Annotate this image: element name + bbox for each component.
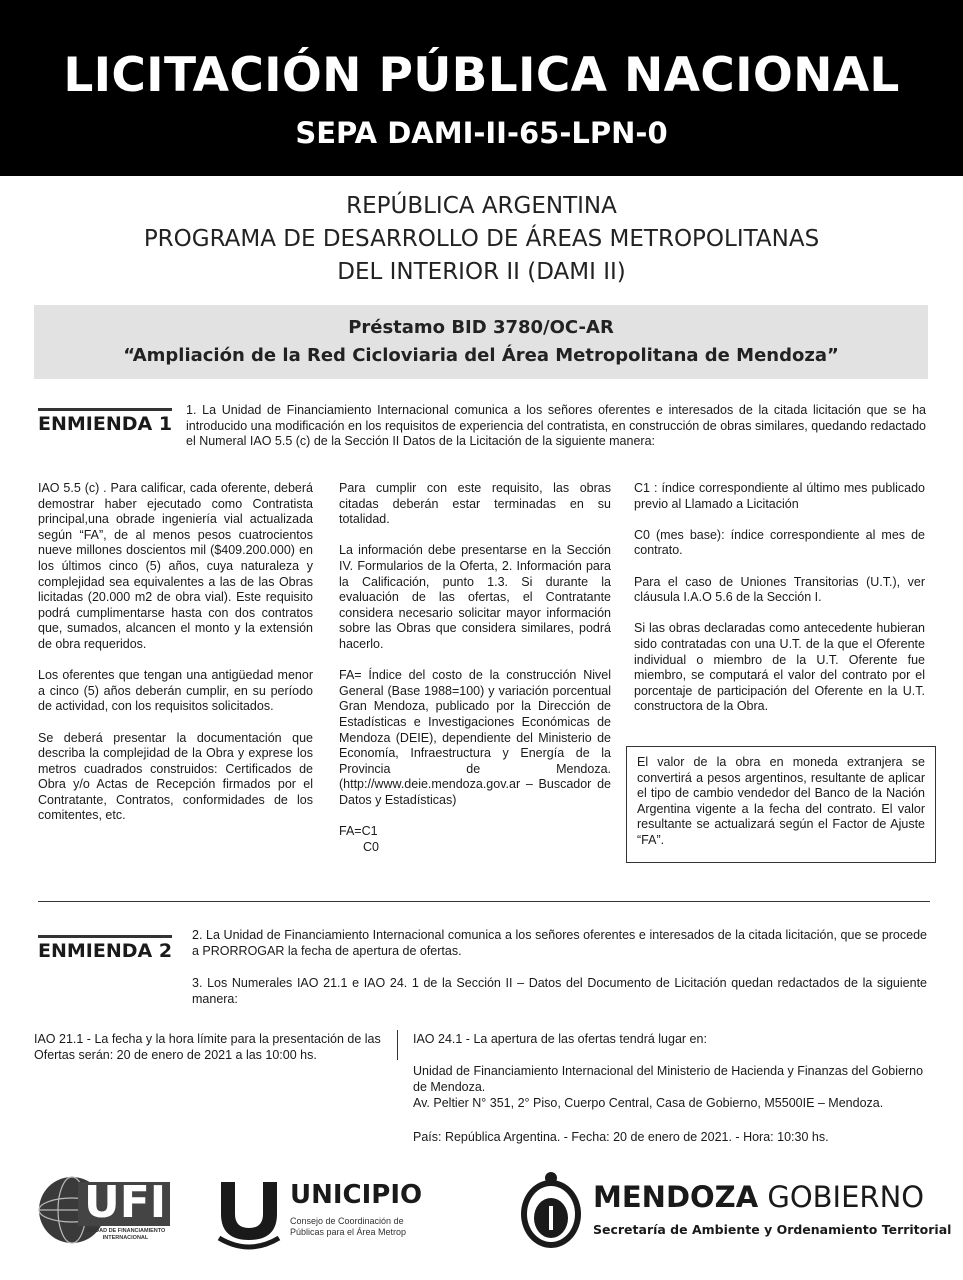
enmienda-2-para-3: 3. Los Numerales IAO 21.1 e IAO 24. 1 de la Sección II – Datos del Documento de Licitación quedan redactados de la siguiente manera: — [192, 976, 927, 1006]
ufi-subtitle: UNIDAD DE FINANCIAMIENTO INTERNACIONAL — [85, 1228, 166, 1241]
section-divider — [38, 901, 930, 902]
enmienda-1-column-3 — [634, 481, 925, 715]
org-line-1: REPÚBLICA ARGENTINA — [346, 193, 617, 219]
mendoza-light: GOBIERNO — [767, 1180, 925, 1214]
iao-21-1: IAO 21.1 - La fecha y la hora límite para la presentación de las Ofertas serán: 20 de enero de 2021 a las 10:00 hs. — [34, 1032, 381, 1062]
mendoza-wordmark — [593, 1180, 924, 1214]
org-line-3: DEL INTERIOR II (DAMI II) — [337, 259, 626, 285]
paragraph: Para cumplir con este requisito, las obras citadas deberán estar terminadas en su totalidad. — [339, 481, 611, 527]
tender-code: SEPA DAMI-II-65-LPN-0 — [295, 116, 668, 150]
mendoza-bold: MENDOZA — [593, 1180, 759, 1214]
formula-numerator: FA=C1 — [339, 824, 378, 839]
opening-date-time: País: República Argentina. - Fecha: 20 de enero de 2021. - Hora: 10:30 hs. — [413, 1130, 829, 1144]
org-line-2: PROGRAMA DE DESARROLLO DE ÁREAS METROPOLITANAS — [143, 226, 820, 252]
footer-logos — [0, 1160, 963, 1270]
mendoza-subtitle: Secretaría de Ambiente y Ordenamiento Territorial — [593, 1222, 952, 1237]
ufi-logo — [38, 1172, 173, 1247]
opening-address: Av. Peltier N° 351, 2° Piso, Cuerpo Central, Casa de Gobierno, M5500IE – Mendoza. — [413, 1096, 884, 1110]
paragraph: C1 : índice correspondiente al último mes publicado previo al Llamado a Licitación — [634, 481, 925, 511]
loan-number: Préstamo BID 3780/OC-AR — [348, 317, 614, 338]
paragraph: Para el caso de Uniones Transitorias (U.T.), ver cláusula I.A.O 5.6 de la Sección I. — [634, 574, 925, 605]
unicipio-logo — [215, 1180, 435, 1250]
enmienda-1-column-1 — [38, 481, 313, 824]
header-banner — [0, 0, 963, 176]
enmienda-2-label: ENMIENDA 2 — [38, 935, 172, 962]
iao-24-1: IAO 24.1 - La apertura de las ofertas tendrá lugar en: — [413, 1032, 707, 1046]
currency-note-box: El valor de la obra en moneda extranjera se convertirá a pesos argentinos, resultante de aplicar el tipo de cambio vendedor del Banco de la Nación Argentina vigente a la fecha del contrato. El valor resultante se actualizará según el Factor de Ajuste “FA”. — [626, 746, 936, 863]
paragraph: Los oferentes que tengan una antigüedad menor a cinco (5) años deberán cumplir, en su período de actividad, con los requisitos solicitados. — [38, 668, 313, 714]
mendoza-coat-of-arms-icon — [518, 1170, 584, 1250]
opening-location: Unidad de Financiamiento Internacional del Ministerio de Hacienda y Finanzas del Gobierno de Mendoza. — [413, 1064, 924, 1094]
unicipio-sub-line-1: Consejo de Coordinación de — [290, 1216, 404, 1226]
paragraph: C0 (mes base): índice correspondiente al mes de contrato. — [634, 527, 925, 558]
unicipio-subtitle — [290, 1216, 406, 1238]
paragraph: La información debe presentarse en la Sección IV. Formularios de la Oferta, 2. Información para la Calificación, punto 1.3. Si durante la evaluación de las ofertas, el Contratante considera necesario solicitar mayor información sobre las Obras que considera similares, podrá hacerlo. — [339, 543, 611, 651]
enmienda-1-column-2 — [339, 481, 611, 855]
formula-denominator: C0 — [363, 839, 379, 854]
organization-block — [0, 190, 963, 289]
unicipio-wordmark: UNICIPIO — [290, 1180, 423, 1210]
unicipio-sub-line-2: Públicas para el Área Metrop — [290, 1227, 407, 1237]
loan-box — [34, 305, 928, 379]
ufi-wordmark: UFI — [84, 1177, 167, 1228]
enmienda-1-label: ENMIENDA 1 — [38, 408, 172, 435]
paragraph: Se deberá presentar la documentación que describa la complejidad de la Obra y exprese los metros cuadrados construidos: Certificados de Obra y/o Actas de Recepción firmados por el Contratante, Contratos, conformidades de los comitentes, etc. — [38, 730, 313, 823]
project-name: “Ampliación de la Red Cicloviaria del Área Metropolitana de Mendoza” — [123, 345, 839, 366]
page-title: LICITACIÓN PÚBLICA NACIONAL — [63, 48, 900, 103]
paragraph: Si las obras declaradas como antecedente hubieran sido contratadas con una U.T. de la que el Oferente individual o miembro de la U.T. Oferente fue miembro, se computará el valor del contrato por el porcentaje de participación del Oferente en la U.T. constructora de la Obra. — [634, 621, 925, 714]
column-separator — [397, 1030, 398, 1060]
unicipio-u-icon — [215, 1180, 285, 1250]
mendoza-logo — [518, 1170, 952, 1250]
enmienda-2-para-2: 2. La Unidad de Financiamiento Internacional comunica a los señores oferentes e interesados de la citada licitación, que se procede a PRORROGAR la fecha de apertura de ofertas. — [192, 928, 927, 958]
paragraph: IAO 5.5 (c) . Para calificar, cada oferente, deberá demostrar haber ejecutado como Contratista principal,una obrade ingeniería vial actualizada según “FA”, de al menos pesos cuatrocientos nueve millones doscientos mil ($409.200.000) en los últimos cinco (5) años, cuya naturaleza y complejidad sea equivalentes a las de las Obras licitadas (20.000 m2 de obra vial). Este requisito podrá cumplimentarse hasta con dos contratos que, sumados, alcancen el monto y la extensión de obra requeridos. — [38, 481, 313, 651]
paragraph: FA= Índice del costo de la construcción Nivel General (Base 1988=100) y variación porcentual Gran Mendoza, publicado por la Dirección de Estadísticas e Investigaciones Económicas de Mendoza (DEIE), dependiente del Ministerio de Economía, Infraestructura y Energía de la Provincia de Mendoza. (http://www.deie.mendoza.gov.ar – Buscador de Datos y Estadísticas) — [339, 668, 611, 807]
enmienda-1-intro: 1. La Unidad de Financiamiento Internacional comunica a los señores oferentes e interesados de la citada licitación que se ha introducido una modificación en los requisitos de experiencia del contratista, en construcción de obras similares, quedando redactado el Numeral IAO 5.5 (c) de la Sección II Datos de la Licitación de la siguiente manera: — [186, 403, 926, 449]
